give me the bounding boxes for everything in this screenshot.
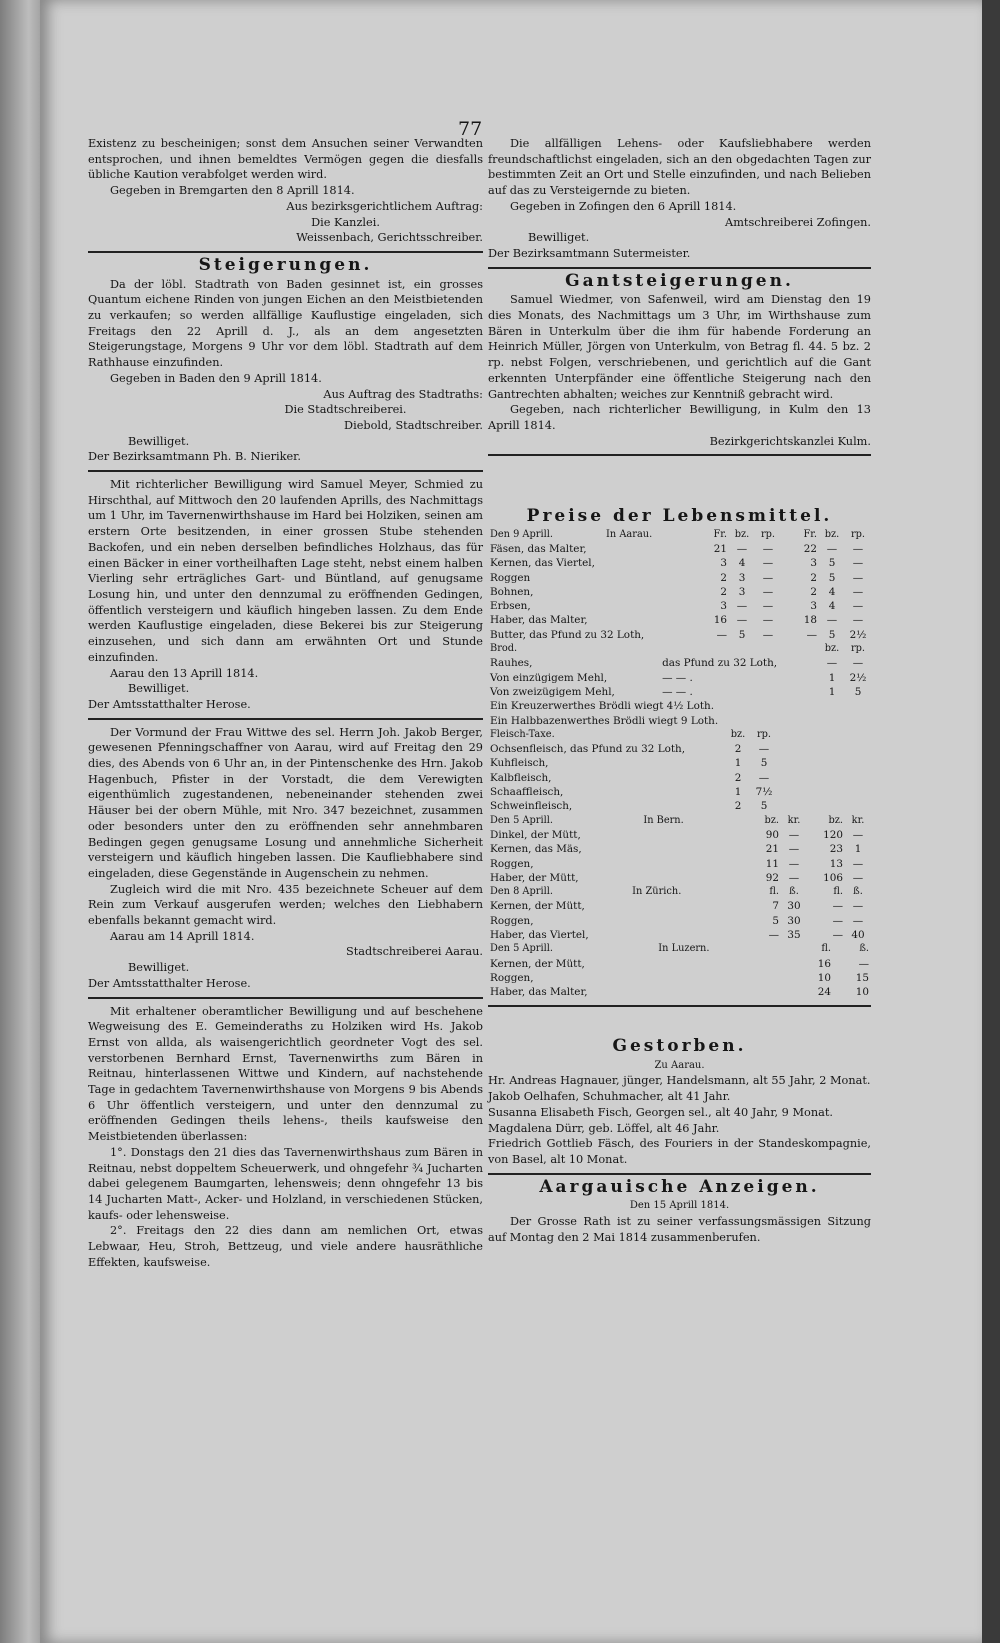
price-table-bern (488, 814, 871, 885)
divider (488, 454, 871, 456)
price-table-aarau (488, 528, 871, 642)
signature-line: Bezirkgerichtskanzlei Kulm. (709, 434, 871, 448)
paragraph: Samuel Wiedmer, von Safenweil, wird am Dienstag den 19 dies Monats, des Nachmittags um 3 Uhr, im Wirthshause zum Bären in Unterkulm über die ihm für habende Forderung an Heinrich Müller, Jörgen von Unterkulm, von Betrag fl. 44. 5 bz. 2 rp. nebst Folgen, verschriebenen, und gerichtlich auf die Gant erkennten Unterpfänder eine öffentliche Steigerung nach den Gantrechten abhalten; weiches zur Kenntniß gebracht wird. (488, 293, 871, 401)
signature-line: Aus bezirksgerichtlichem Auftrag: (286, 199, 483, 213)
table-row: Butter, das Pfund zu 32 Loth, — 5 — — 5 2½ (490, 628, 867, 641)
signature-line: Aus Auftrag des Stadtraths: (323, 387, 483, 401)
table-header: Den 9 Aprill. (490, 528, 553, 540)
divider (88, 251, 483, 253)
price-table-fleisch (488, 728, 871, 814)
section-heading: Gestorben. (612, 1036, 747, 1056)
table-header: fl. (769, 886, 779, 898)
table-header: In Bern. (643, 814, 684, 826)
date-line: Gegeben in Zofingen den 6 Aprill 1814. (510, 199, 737, 213)
location-line: Zu Aarau. (654, 1059, 705, 1071)
section-heading: Gantsteigerungen. (565, 270, 794, 291)
list-item: 2°. Freitags den 22 dies dann am nemlichen Ort, etwas Lebwaar, Heu, Stroh, Bettzeug, und viele andere hausräthliche Effekten, kaufsweise. (88, 1224, 483, 1269)
table-row: Roggen, 5 30 — — (490, 914, 864, 927)
table-row: Kalbfleisch, 2 — (490, 771, 770, 784)
table-header: bz. (734, 528, 750, 540)
table-row: Haber, das Viertel, — 35 — 40 (490, 929, 865, 942)
table-row: Dinkel, der Mütt, 90 — 120 — (490, 828, 864, 841)
date-line: Gegeben in Baden den 9 Aprill 1814. (110, 371, 322, 385)
date-line: Gegeben in Bremgarten den 8 Aprill 1814. (110, 184, 355, 198)
table-header: bz. (824, 528, 840, 540)
table-row: Haber, das Malter, 16 — — 18 — — (490, 614, 864, 627)
signature-line: Amtschreiberei Zofingen. (725, 215, 871, 229)
table-header: Fr. (803, 528, 817, 540)
notice-block (488, 136, 871, 461)
table-row: Schweinfleisch, 2 5 (490, 800, 768, 813)
table-header: kr. (851, 814, 865, 826)
table-row: Kernen, das Mäs, 21 — 23 1 (490, 843, 862, 856)
table-row: Roggen, 11 — 13 — (490, 857, 864, 870)
paragraph: Der Vormund der Frau Wittwe des sel. Herrn Joh. Jakob Berger, gewesenen Pfenningschaffner von Aarau, wird auf Freitag den 29 dies, des Abends von 6 Uhr an, in der Pintenschenke des Hrn. Jakob Hagenbuch, Pfister in der Vorstadt, die dem Verewigten eigenthümlich zugestandenen, nebeneinander stehenden zwei Häuser bei der obern Mühle, mit Nro. 347 bezeichnet, zusammen oder besonders unter den zu eröffnenden sehr annehmbaren Bedingen gegen genugsame Losung und annehmliche Sicherheit versteigern und käuflich hingeben lassen. Die Kaufliebhabere sind eingeladen, diese Gegenstände in Augenschein zu nehmen. (88, 725, 483, 880)
table-header: fl. (821, 943, 831, 955)
list-item: Susanna Elisabeth Fisch, Georgen sel., alt 40 Jahr, 9 Monat. (488, 1105, 833, 1119)
table-header: Den 5 Aprill. (490, 943, 553, 955)
table-header: rp. (850, 643, 866, 655)
table-header: Den 8 Aprill. (490, 886, 553, 898)
table-header: In Zürich. (632, 886, 682, 898)
paragraph: Der Grosse Rath ist zu seiner verfassungsmässigen Sitzung auf Montag den 2 Mai 1814 zusammenberufen. (488, 1215, 871, 1244)
section-heading: Steigerungen. (198, 254, 373, 275)
table-header: In Aarau. (606, 528, 653, 540)
paragraph: Die allfälligen Lehens- oder Kaufsliebhabere werden freundschaftlichst eingeladen, sich an den obgedachten Tagen zur bestimmten Zeit an Ort und Stelle einzufinden, und nach Belieben auf das zu Versteigernde zu bieten. (488, 137, 871, 198)
table-row: Fäsen, das Malter, 21 — — 22 — — (490, 543, 864, 555)
approval-line: Bewilliget. (128, 434, 190, 448)
table-row: Von zweizügigem Mehl, — — . 1 5 (490, 685, 862, 698)
table-row: Erbsen, 3 — — 3 4 — (490, 600, 864, 613)
paragraph: Da der löbl. Stadtrath von Baden gesinnet ist, ein grosses Quantum eichene Rinden von jungen Eichen an den Meistbietenden zu verkaufen; so werden allfällige Kauflustige eingeladen, sich Freitags den 22 Aprill d. J., als an dem angesetzten Steigerungstage, Morgens 9 Uhr vor dem löbl. Stadtrath auf dem Rathhause einzufinden. (88, 277, 483, 370)
signature-line: Die Kanzlei. (311, 215, 380, 229)
table-header: kr. (787, 814, 801, 826)
approval-line: Bewilliget. (128, 682, 190, 696)
date-line: Den 15 Aprill 1814. (629, 1200, 730, 1212)
price-table-luzern (488, 942, 871, 999)
divider (488, 1173, 871, 1175)
table-row: Kuhfleisch, 1 5 (490, 757, 768, 770)
table-row: Ein Kreuzerwerthes Brödli wiegt 4½ Loth. (490, 700, 714, 713)
table-row: Haber, der Mütt, 92 — 106 — (490, 871, 864, 884)
list-item: Hr. Andreas Hagnauer, jünger, Handelsmann, alt 55 Jahr, 2 Monat. (488, 1074, 871, 1088)
date-line: Aarau am 14 Aprill 1814. (110, 929, 255, 943)
table-row: Kernen, der Mütt, 16 — (490, 957, 869, 970)
table-row: Roggen, 10 15 (490, 971, 869, 984)
paragraph: Mit richterlicher Bewilligung wird Samuel Meyer, Schmied zu Hirschthal, auf Mittwoch den 20 laufenden Aprills, des Nachmittags um 1 Uhr, im Tavernenwirthshause im Hard bei Holziken, seinen am erstern Orte besitzenden, in einer grossen Stube stehenden Backofen, und ein neben derselben befindliches Holzhaus, das für einen Bäcker in einer vortheilhaften Lage steht, nebst einem halben Vierling sehr erträgliches Gart- und Büntland, auf genugsame Losung hin, und unter den dennzumal zu eröffnenden Gedingen, öffentlich versteigern und käuflich hingeben lassen. Zu dem Ende werden Kauflustige eingeladen, diese Bekerei bis zur Steigerung einzusehen, und sich dann am erwähnten Ort und Stunde einzufinden. (88, 478, 483, 664)
table-row: Von einzügigem Mehl, — — . 1 2½ (490, 671, 867, 684)
table-header: Den 5 Aprill. (490, 814, 553, 826)
official-line: Der Amtsstatthalter Herose. (88, 976, 251, 990)
signature-line: Stadtschreiberei Aarau. (346, 945, 483, 959)
date-line: Gegeben, nach richterlicher Bewilligung, in Kulm den 13 Aprill 1814. (488, 403, 871, 432)
list-item: 1°. Donstags den 21 dies das Tavernenwirthshaus zum Bären in Reitnau, nebst doppeltem Scheuerwerk, und ohngefehr ¾ Jucharten dabei gelegenem Baumgarten, lehensweis; denn ohngefehr 13 bis 14 Jucharten Matt-, Acker- und Holzland, in verschiedenen Stücken, kaufs- oder lehensweise. (88, 1145, 483, 1222)
table-row: Roggen 2 3 — 2 5 — (490, 571, 864, 584)
approval-line: Bewilliget. (128, 961, 190, 975)
divider (88, 997, 483, 999)
divider (88, 718, 483, 720)
left-column (88, 136, 483, 1271)
table-row: Kernen, das Viertel, 3 4 — 3 5 — (490, 557, 864, 570)
price-list (488, 504, 871, 1012)
page-number: 77 (458, 118, 483, 140)
table-header: bz. (828, 814, 843, 826)
list-item: Jakob Oelhafen, Schuhmacher, alt 41 Jahr. (488, 1090, 731, 1104)
table-row: Ein Halbbazenwerthes Brödli wiegt 9 Loth. (490, 714, 719, 727)
table-header: bz. (764, 814, 779, 826)
section-heading: Aargauische Anzeigen. (539, 1176, 820, 1197)
signature-line: Diebold, Stadtschreiber. (344, 418, 483, 432)
approval-line: Bewilliget. (528, 231, 590, 245)
official-line: Der Bezirksamtmann Sutermeister. (488, 246, 691, 260)
section-heading: Preise der Lebensmittel. (526, 506, 833, 526)
paragraph: Mit erhaltener oberamtlicher Bewilligung und auf beschehene Wegweisung des E. Gemeinderaths zu Holziken wird Hs. Jakob Ernst von allda, als waisengerichtlich geordneter Vogt des sel. verstorbenen Bernhard Ernst, Tavernenwirths zum Bären in Reitnau, hinterlassenen Wittwe und Kindern, auf nachstehende Tage in gedachtem Tavernenwirthshause von Morgens 9 bis Abends 6 Uhr öffentlich versteigern, und unter den dennzumal zu eröffnenden Gedingen theils lehens-, theils kaufsweise den Meistbietenden überlassen: (88, 1004, 483, 1144)
table-header: Brod. (490, 643, 518, 655)
table-header: ß. (859, 943, 869, 955)
table-row: Haber, das Malter, 24 10 (490, 986, 869, 999)
divider (488, 267, 871, 269)
official-line: Der Amtsstatthalter Herose. (88, 697, 251, 711)
table-header: ß. (853, 886, 863, 898)
list-item: Friedrich Gottlieb Fäsch, des Fouriers in der Standeskompagnie, von Basel, alt 10 Monat. (488, 1137, 871, 1166)
death-notices (488, 1034, 871, 1245)
table-header: Fr. (713, 528, 727, 540)
table-header: rp. (850, 528, 866, 540)
table-header: rp. (760, 528, 776, 540)
table-header: rp. (756, 728, 772, 740)
divider (488, 1005, 871, 1007)
date-line: Aarau den 13 Aprill 1814. (110, 666, 259, 680)
table-header: Fleisch-Taxe. (490, 728, 555, 740)
price-table-zurich (488, 885, 871, 942)
paragraph: Zugleich wird die mit Nro. 435 bezeichnete Scheuer auf dem Rein zum Verkauf ausgerufen werden; welches den Liebhabern ebenfalls bekannt gemacht wird. (88, 882, 483, 928)
table-row: Ochsenfleisch, das Pfund zu 32 Loth, 2 — (490, 743, 770, 756)
table-row: Bohnen, 2 3 — 2 4 — (490, 585, 864, 598)
table-row: Schaaffleisch, 1 7½ (490, 786, 773, 799)
table-header: fl. (833, 886, 843, 898)
divider (88, 470, 483, 472)
table-row: Kernen, der Mütt, 7 30 — — (490, 900, 864, 913)
paragraph: Existenz zu bescheinigen; sonst dem Ansuchen seiner Verwandten entsprochen, und ihnen bemeldtes Vermögen gegen die diesfalls übliche Kaution verabfolget werden wird. (88, 137, 483, 182)
table-row: Rauhes, das Pfund zu 32 Loth, — — (490, 657, 864, 670)
list-item: Magdalena Dürr, geb. Löffel, alt 46 Jahr. (488, 1121, 720, 1135)
table-header: ß. (789, 886, 799, 898)
signature-line: Die Stadtschreiberei. (284, 403, 407, 417)
table-header: bz. (824, 643, 840, 655)
signature-line: Weissenbach, Gerichtsschreiber. (296, 231, 483, 245)
table-header: In Luzern. (658, 943, 710, 955)
price-table-brod (488, 642, 871, 728)
table-header: bz. (730, 728, 746, 740)
official-line: Der Bezirksamtmann Ph. B. Nieriker. (88, 450, 301, 464)
